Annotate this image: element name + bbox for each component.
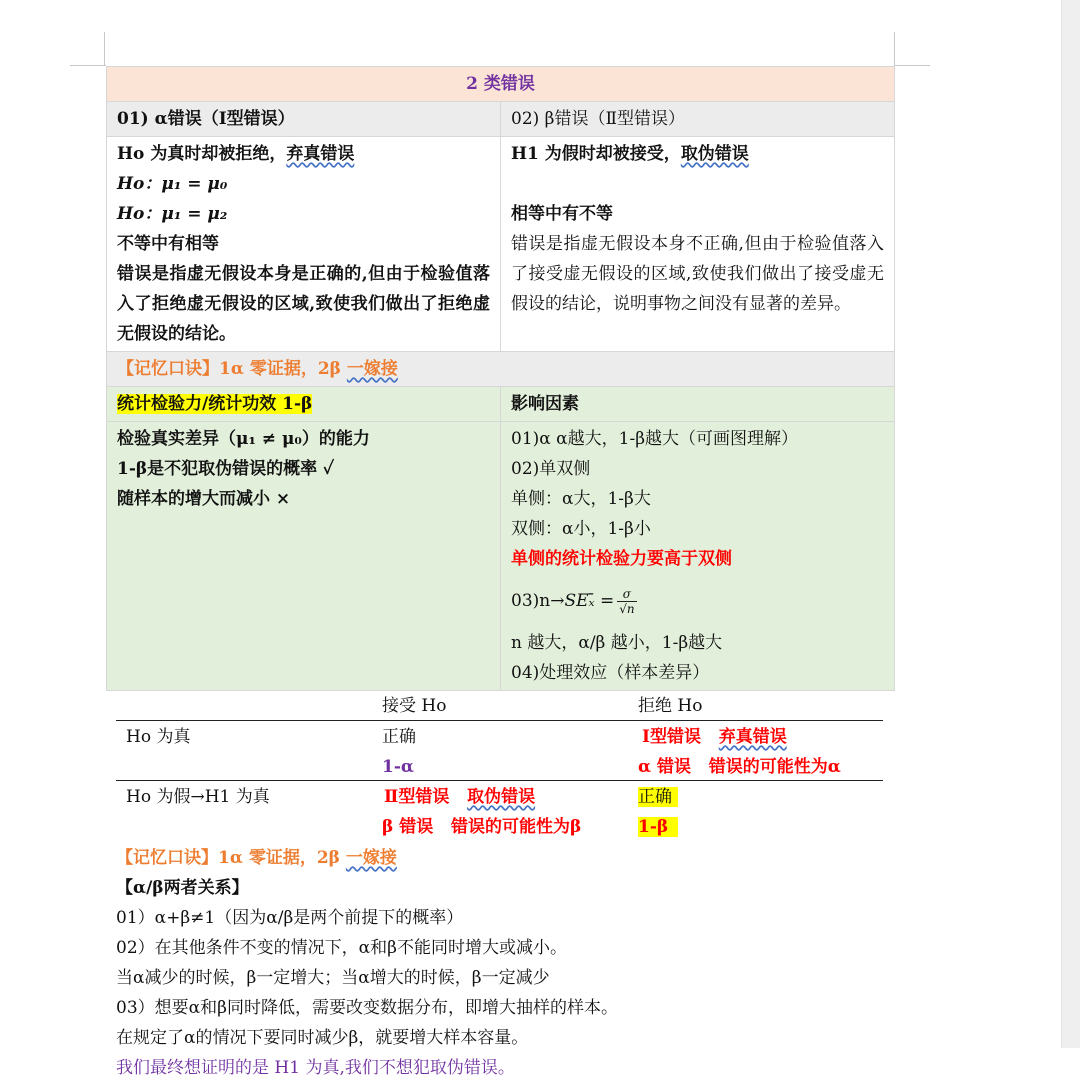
document-page	[106, 66, 894, 1083]
alpha-prob: 错误的可能性为α	[708, 757, 841, 777]
table-title: 2 类错误	[107, 67, 895, 102]
notes-section	[116, 843, 886, 1083]
factor-4: 双侧：α小，1-β小	[511, 519, 651, 539]
fraction-denominator: √n	[619, 602, 635, 616]
relation-3: 当α减少的时候，β一定增大；当α增大的时候，β一定减少	[116, 968, 550, 988]
power-title: 统计检验力/统计功效 1-β	[117, 394, 313, 414]
row-ho-false-label: Ho 为假→H1 为真	[126, 787, 270, 807]
beta-error: β 错误	[382, 817, 434, 837]
mnemonic-repeat	[116, 843, 886, 873]
beta-def-text: H1 为假时却被接受，	[511, 144, 681, 164]
table-rule-top	[116, 720, 883, 721]
mnemonic-text: 【记忆口诀】1α 零证据，2β	[117, 359, 347, 379]
row1-reject-type	[642, 722, 787, 752]
fraction-numerator: σ	[617, 587, 636, 602]
factor-3: 单侧：α大，1-β大	[511, 489, 651, 509]
header-accept: 接受 Ho	[382, 696, 447, 716]
factor-8: 04)处理效应（样本差异）	[511, 663, 710, 683]
factor-7: n 越大，α/β 越小，1-β越大	[511, 633, 723, 653]
row2-reject-power	[638, 812, 678, 842]
row1-accept-correct: 正确	[382, 727, 416, 747]
type1-error: Ⅰ型错误	[642, 727, 701, 747]
table-rule-middle	[116, 780, 883, 781]
margin-mark-left-horizontal	[70, 65, 106, 66]
mnemonic-repeat-term: 一嫁接	[345, 848, 397, 868]
relation-2: 02）在其他条件不变的情况下，α和β不能同时增大或减小。	[116, 938, 567, 958]
beta-error-cell	[501, 137, 895, 352]
relation-5: 在规定了α的情况下要同时减少β，就要增大样本容量。	[116, 1028, 529, 1048]
vertical-scrollbar[interactable]	[1061, 0, 1080, 1048]
row2-accept-type	[384, 782, 535, 812]
beta-error-header: 02) β错误（Ⅱ型错误）	[501, 102, 895, 137]
factor-2: 02)单双侧	[511, 459, 591, 479]
alpha-def-term: 弃真错误	[286, 144, 355, 164]
beta-def-term: 取伪错误	[680, 144, 749, 164]
row-ho-true-label: Ho 为真	[126, 727, 191, 747]
mnemonic-repeat-text: 【记忆口诀】1α 零证据，2β	[116, 848, 346, 868]
relation-4: 03）想要α和β同时降低，需要改变数据分布，即增大抽样的样本。	[116, 998, 618, 1018]
beta-prob: 错误的可能性为β	[450, 817, 582, 837]
mnemonic-term: 一嫁接	[346, 359, 398, 379]
se-formula: SEₓ̄ =	[564, 591, 615, 611]
factors-cell	[501, 422, 895, 691]
alpha-error-header: 01) α错误（Ⅰ型错误）	[107, 102, 501, 137]
power-cell	[107, 422, 501, 691]
row1-accept-prob: 1-α	[382, 757, 414, 777]
beta-summary: 相等中有不等	[511, 204, 613, 224]
margin-mark-right-vertical	[894, 32, 895, 66]
alpha-def-text: Ho 为真时却被拒绝，	[117, 144, 287, 164]
type2-error: Ⅱ型错误	[384, 787, 450, 807]
power-header	[107, 387, 501, 422]
relation-1: 01）α+β≠1（因为α/β是两个前提下的概率）	[116, 908, 464, 928]
alpha-explanation: 错误是指虚无假设本身是正确的,但由于检验值落入了拒绝虚无假设的区域,致使我们做出了拒绝虚无假设的结论。	[117, 264, 490, 344]
margin-mark-right-horizontal	[894, 65, 930, 66]
margin-mark-left-vertical	[104, 32, 105, 66]
alpha-summary: 不等中有相等	[117, 234, 219, 254]
power-line-1: 检验真实差异（μ₁ ≠ μ₀）的能力	[117, 429, 370, 449]
factor-5: 单侧的统计检验力要高于双侧	[511, 549, 732, 569]
relation-title: 【α/β两者关系】	[116, 878, 249, 898]
relation-6: 我们最终想证明的是 H1 为真,我们不想犯取伪错误。	[116, 1058, 515, 1078]
factor-6	[511, 574, 884, 628]
row2-reject-correct	[638, 782, 678, 812]
factor-1: 01)α α越大，1-β越大（可画图理解）	[511, 429, 799, 449]
power-line-2: 1-β是不犯取伪错误的概率 ✓	[117, 459, 335, 479]
mnemonic-row	[107, 352, 895, 387]
power-highlight: 1-β	[638, 817, 678, 837]
alpha-hypothesis-1: Ho：μ₁ = μ₀	[117, 174, 228, 194]
power-line-3: 随样本的增大而减小 ×	[117, 489, 291, 509]
factor-6-prefix: 03)n→	[511, 591, 565, 611]
header-reject: 拒绝 Ho	[638, 696, 703, 716]
alpha-error: α 错误	[638, 757, 692, 777]
row1-reject-alpha	[638, 752, 841, 782]
error-types-table	[106, 66, 895, 691]
correct-highlight: 正确	[638, 787, 678, 807]
accept-false-error: 取伪错误	[467, 787, 536, 807]
blank-line	[511, 169, 884, 199]
reject-true-error: 弃真错误	[718, 727, 787, 747]
fraction	[617, 587, 636, 616]
decision-table	[106, 691, 894, 843]
row2-accept-beta	[382, 812, 581, 842]
alpha-hypothesis-2: Ho：μ₁ = μ₂	[117, 204, 228, 224]
factors-header: 影响因素	[501, 387, 895, 422]
alpha-error-cell	[107, 137, 501, 352]
beta-explanation: 错误是指虚无假设本身不正确,但由于检验值落入了接受虚无假设的区域,致使我们做出了接受虚无假设的结论，说明事物之间没有显著的差异。	[511, 234, 884, 314]
